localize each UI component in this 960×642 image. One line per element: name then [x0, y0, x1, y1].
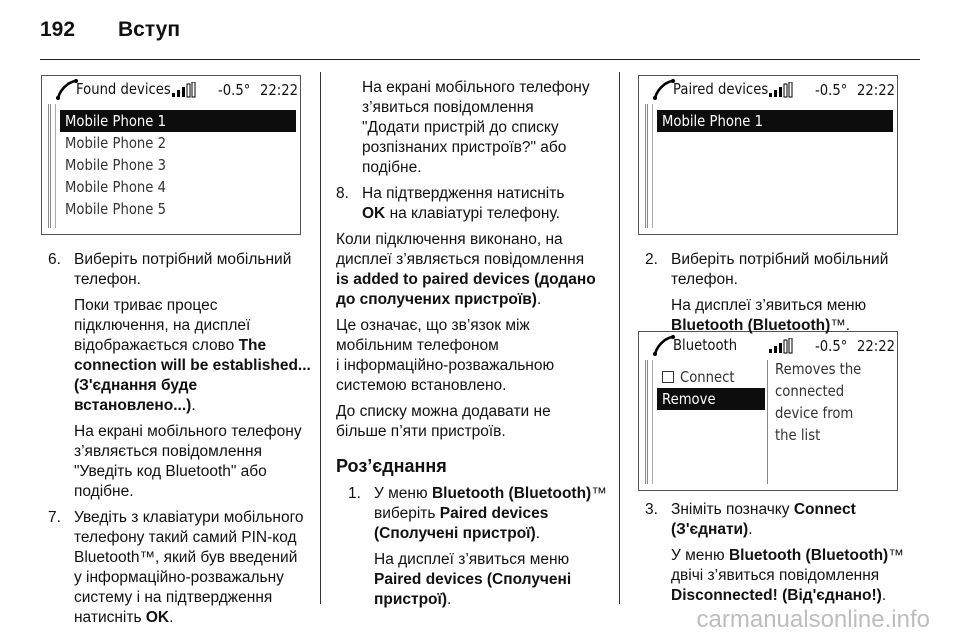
- list-item[interactable]: Mobile Phone 1: [657, 110, 893, 132]
- signal-strength-icon: [172, 82, 196, 98]
- found-devices-screen: [41, 75, 301, 235]
- remove-menu-item[interactable]: Remove: [657, 388, 765, 410]
- temperature-readout: -0.5°: [815, 81, 848, 99]
- help-line: device from: [775, 404, 854, 422]
- help-line: connected: [775, 382, 845, 400]
- device-list: [60, 110, 296, 220]
- list-item[interactable]: Mobile Phone 2: [65, 134, 166, 152]
- list-item[interactable]: Mobile Phone 1: [60, 110, 296, 132]
- signal-strength-icon: [769, 338, 793, 354]
- column-2-text: [336, 78, 618, 610]
- help-text: [775, 358, 873, 446]
- step-6: 6. Виберіть потрібний мобільний телефон. Поки триває процес підключення, на дисплеї відображається слово The connection will be established... (З'єднання буде встановлено...). На екрані мобільного телефону з’являється повідомлення "Уведіть код Bluetooth" або подібне.: [48, 251, 311, 500]
- page-number: 192: [40, 18, 76, 41]
- list-frame: [645, 360, 653, 484]
- list-item[interactable]: Mobile Phone 5: [65, 200, 166, 218]
- disconnect-step-1: 1. У меню Bluetooth (Bluetooth)™ виберіть Paired devices (Сполучені пристрої). На дисплеї з’явиться меню Paired devices (Сполучені пристрої).: [348, 485, 607, 608]
- temperature-readout: -0.5°: [218, 81, 251, 99]
- screen-header: [639, 76, 897, 104]
- section-heading: Роз’єднання: [336, 456, 447, 476]
- help-line: the list: [775, 426, 821, 444]
- help-line: Removes the: [775, 360, 862, 378]
- step-8: 8. На підтвердження натисніть OK на клавіатурі телефону.: [336, 185, 565, 222]
- screen-title: Bluetooth: [673, 336, 738, 354]
- screen-header: [42, 76, 300, 104]
- clock-readout: 22:22: [857, 81, 896, 99]
- temperature-readout: -0.5°: [815, 337, 848, 355]
- column-divider-1: [320, 72, 321, 604]
- disconnect-step-2: 2. Виберіть потрібний мобільний телефон. На дисплеї з’явиться меню Bluetooth (Bluetooth)™.: [645, 251, 889, 334]
- disconnect-step-3: 3. Зніміть позначку Connect (З'єднати). У меню Bluetooth (Bluetooth)™ двічі з’явиться повідомлення Disconnected! (Від'єднано!).: [645, 501, 904, 604]
- clock-readout: 22:22: [260, 81, 299, 99]
- bluetooth-menu-screen: [638, 331, 898, 491]
- list-item[interactable]: Mobile Phone 4: [65, 178, 166, 196]
- list-item[interactable]: Mobile Phone 3: [65, 156, 166, 174]
- list-frame: [48, 104, 56, 228]
- column-3-text-lower: [645, 500, 915, 606]
- column-divider-2: [619, 72, 620, 604]
- connect-menu-item[interactable]: Connect: [657, 366, 765, 388]
- list-frame: [645, 104, 653, 228]
- paragraph: Коли підключення виконано, на дисплеї з’являється повідомлення is added to paired devices (додано до сполучених пристроїв).: [336, 231, 596, 308]
- column-3-text: [645, 250, 915, 336]
- column-1-text: [48, 250, 318, 628]
- checkbox-icon[interactable]: [662, 371, 674, 383]
- bluetooth-menu: [657, 366, 765, 410]
- paragraph: До списку можна додавати не більше п’яти пристроїв.: [336, 403, 551, 440]
- screen-title: Found devices: [76, 80, 171, 98]
- device-list: [657, 110, 893, 132]
- help-divider: [767, 360, 768, 484]
- screen-header: [639, 332, 897, 360]
- page-title: Вступ: [118, 18, 181, 41]
- paired-devices-screen: [638, 75, 898, 235]
- watermark: carmanualsonline.info: [696, 606, 930, 633]
- step-7-continued: На екрані мобільного телефону з’явиться повідомлення "Додати пристрій до списку розпізнаних пристроїв?" або подібне.: [362, 79, 590, 176]
- paragraph: Це означає, що зв’язок між мобільним телефоном і інформаційно-розважальною системою встановлено.: [336, 317, 555, 394]
- step-7: 7. Уведіть з клавіатури мобільного телефону такий самий PIN-код Bluetooth™, який був введений у інформаційно-розважальну систему і на підтвердження натисніть OK.: [48, 509, 304, 626]
- clock-readout: 22:22: [857, 337, 896, 355]
- screen-title: Paired devices: [673, 80, 769, 98]
- top-rule: [40, 59, 920, 60]
- signal-strength-icon: [769, 82, 793, 98]
